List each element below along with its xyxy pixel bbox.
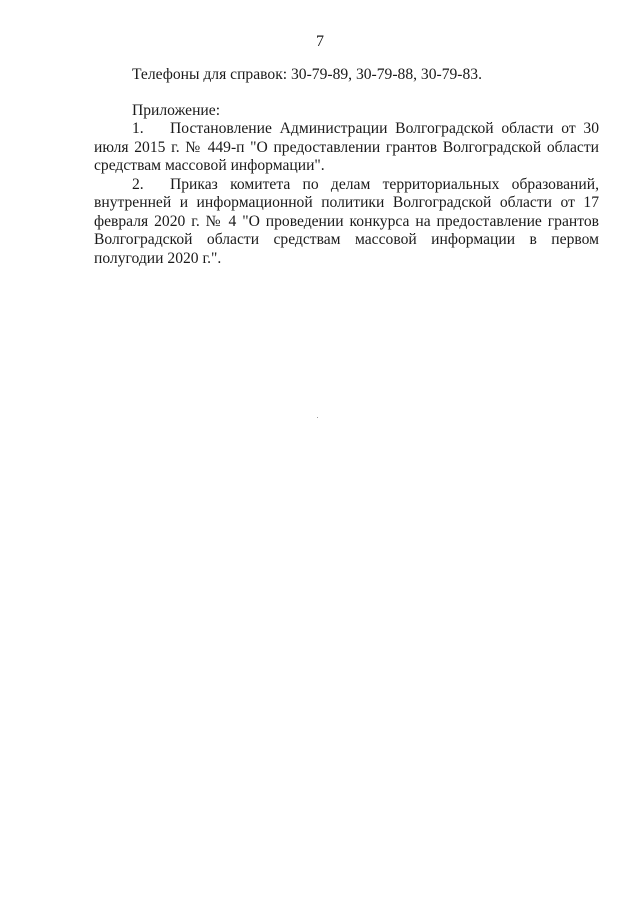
contact-phones: Телефоны для справок: 30-79-89, 30-79-88, 30-79-83. [132,66,482,83]
appendix-item [94,120,599,176]
appendix-item-number: 2. [132,175,144,193]
scan-speck [317,417,318,418]
appendix-item-number: 1. [132,120,144,137]
appendix-item-text: Приказ комитета по делам территориальных образований, внутренней и информационной политики Волгоградской области от 17 февраля 2020 г. № 4 "О проведении конкурса на предоставление грантов Волгоградской области средствам массовой информации в первом полугодии 2020 г.". [94,175,599,267]
document-body [94,66,599,268]
appendix-item [94,176,599,269]
page-number: 7 [316,33,324,50]
appendix-heading: Приложение: [132,101,221,119]
appendix-item-text: Постановление Администрации Волгоградской области от 30 июля 2015 г. № 449-п "О предоставлении грантов Волгоградской области средствам массовой информации". [94,120,599,174]
